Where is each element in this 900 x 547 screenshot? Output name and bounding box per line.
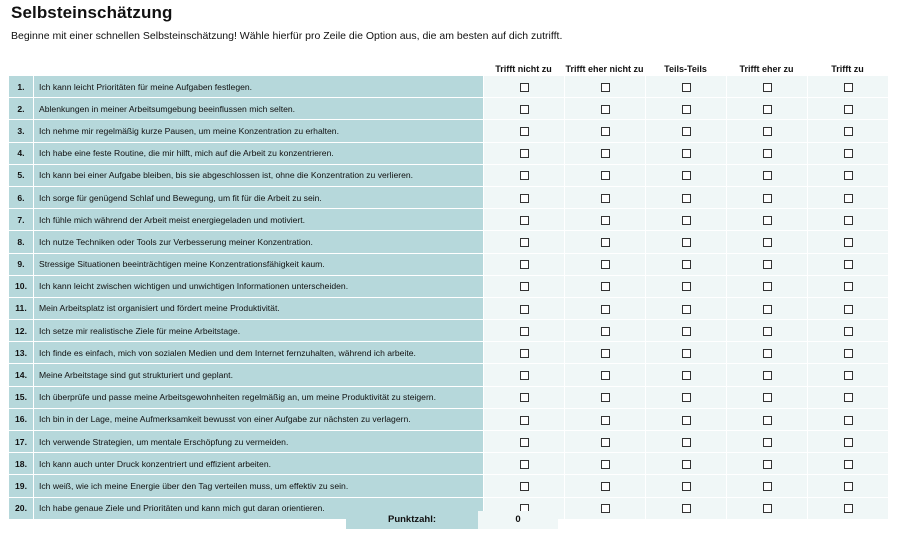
- option-cell: [483, 254, 564, 276]
- option-cell: [483, 298, 564, 320]
- option-cell: [807, 453, 888, 475]
- statement-text: Ich verwende Strategien, um mentale Erschöpfung zu vermeiden.: [33, 431, 483, 453]
- option-cell: [483, 431, 564, 453]
- option-cell: [726, 231, 807, 253]
- option-cell: [645, 387, 726, 409]
- statement-row: [9, 431, 888, 453]
- option-cell: [807, 409, 888, 431]
- page-title: Selbsteinschätzung: [11, 3, 173, 22]
- option-cell: [564, 475, 645, 497]
- option-cell: [564, 98, 645, 120]
- checkbox-option-5[interactable]: [844, 371, 853, 380]
- statement-number: 14.: [9, 364, 33, 386]
- checkbox-option-2[interactable]: [601, 416, 610, 425]
- statement-row: [9, 120, 888, 142]
- statement-text: Ablenkungen in meiner Arbeitsumgebung beeinflussen mich selten.: [33, 98, 483, 120]
- statement-number: 20.: [9, 498, 33, 520]
- option-cell: [564, 387, 645, 409]
- statement-rows: [9, 76, 888, 520]
- checkbox-option-3[interactable]: [682, 127, 691, 136]
- option-cell: [564, 143, 645, 165]
- option-cell: [726, 120, 807, 142]
- option-cell: [483, 76, 564, 98]
- option-cell: [807, 165, 888, 187]
- statement-number: 7.: [9, 209, 33, 231]
- checkbox-option-4[interactable]: [763, 438, 772, 447]
- statement-text: Ich kann bei einer Aufgabe bleiben, bis sie abgeschlossen ist, ohne die Konzentration zu verlieren.: [33, 165, 483, 187]
- option-cell: [564, 254, 645, 276]
- statement-text: Ich bin in der Lage, meine Aufmerksamkeit bewusst von einer Aufgabe zur nächsten zu verlagern.: [33, 409, 483, 431]
- statement-text: Mein Arbeitsplatz ist organisiert und fördert meine Produktivität.: [33, 298, 483, 320]
- header-option-3: Teils-Teils: [664, 63, 707, 74]
- option-cell: [726, 364, 807, 386]
- checkbox-option-3[interactable]: [682, 416, 691, 425]
- option-cell: [726, 387, 807, 409]
- checkbox-option-2[interactable]: [601, 216, 610, 225]
- checkbox-option-4[interactable]: [763, 127, 772, 136]
- option-cell: [564, 165, 645, 187]
- statement-row: [9, 453, 888, 475]
- option-cell: [726, 165, 807, 187]
- statement-text: Ich finde es einfach, mich von sozialen Medien und dem Internet fernzuhalten, während ich arbeite.: [33, 342, 483, 364]
- option-cell: [726, 431, 807, 453]
- option-cell: [483, 209, 564, 231]
- checkbox-option-2[interactable]: [601, 149, 610, 158]
- checkbox-option-3[interactable]: [682, 216, 691, 225]
- option-cell: [726, 453, 807, 475]
- option-cell: [726, 187, 807, 209]
- option-cell: [726, 209, 807, 231]
- option-cell: [483, 276, 564, 298]
- option-cell: [807, 475, 888, 497]
- option-cell: [807, 387, 888, 409]
- checkbox-option-5[interactable]: [844, 127, 853, 136]
- statement-text: Ich weiß, wie ich meine Energie über den Tag verteilen muss, um effektiv zu sein.: [33, 475, 483, 497]
- option-cell: [645, 431, 726, 453]
- checkbox-option-5[interactable]: [844, 282, 853, 291]
- checkbox-option-3[interactable]: [682, 504, 691, 513]
- checkbox-option-5[interactable]: [844, 216, 853, 225]
- checkbox-option-2[interactable]: [601, 393, 610, 402]
- option-cell: [564, 120, 645, 142]
- option-cell: [726, 98, 807, 120]
- checkbox-option-4[interactable]: [763, 238, 772, 247]
- option-cell: [645, 453, 726, 475]
- statement-text: Ich sorge für genügend Schlaf und Bewegung, um fit für die Arbeit zu sein.: [33, 187, 483, 209]
- option-cell: [564, 364, 645, 386]
- option-cell: [564, 342, 645, 364]
- option-cell: [807, 498, 888, 520]
- option-cell: [645, 298, 726, 320]
- statement-number: 17.: [9, 431, 33, 453]
- option-cell: [807, 320, 888, 342]
- option-cell: [564, 276, 645, 298]
- statement-row: [9, 165, 888, 187]
- option-cell: [483, 364, 564, 386]
- checkbox-option-1[interactable]: [520, 305, 529, 314]
- checkbox-option-4[interactable]: [763, 460, 772, 469]
- statement-number: 3.: [9, 120, 33, 142]
- option-cell: [645, 165, 726, 187]
- option-cell: [726, 320, 807, 342]
- statement-number: 9.: [9, 254, 33, 276]
- header-option-5: Trifft zu: [831, 63, 864, 74]
- option-cell: [564, 320, 645, 342]
- statement-number: 11.: [9, 298, 33, 320]
- checkbox-option-4[interactable]: [763, 349, 772, 358]
- checkbox-option-2[interactable]: [601, 194, 610, 203]
- checkbox-option-3[interactable]: [682, 305, 691, 314]
- statement-row: [9, 209, 888, 231]
- option-cell: [807, 298, 888, 320]
- option-cell: [807, 98, 888, 120]
- statement-number: 5.: [9, 165, 33, 187]
- checkbox-option-5[interactable]: [844, 194, 853, 203]
- checkbox-option-5[interactable]: [844, 238, 853, 247]
- checkbox-option-1[interactable]: [520, 83, 529, 92]
- checkbox-option-1[interactable]: [520, 349, 529, 358]
- option-cell: [726, 475, 807, 497]
- statement-number: 18.: [9, 453, 33, 475]
- checkbox-option-5[interactable]: [844, 305, 853, 314]
- header-option-2: Trifft eher nicht zu: [565, 63, 644, 74]
- option-cell: [807, 187, 888, 209]
- statement-text: Ich fühle mich während der Arbeit meist energiegeladen und motiviert.: [33, 209, 483, 231]
- checkbox-option-2[interactable]: [601, 327, 610, 336]
- checkbox-option-5[interactable]: [844, 416, 853, 425]
- option-cell: [726, 143, 807, 165]
- checkbox-option-1[interactable]: [520, 438, 529, 447]
- checkbox-option-2[interactable]: [601, 482, 610, 491]
- checkbox-option-3[interactable]: [682, 194, 691, 203]
- checkbox-option-4[interactable]: [763, 260, 772, 269]
- option-cell: [807, 209, 888, 231]
- checkbox-option-3[interactable]: [682, 371, 691, 380]
- checkbox-option-1[interactable]: [520, 482, 529, 491]
- statement-number: 1.: [9, 76, 33, 98]
- option-cell: [564, 231, 645, 253]
- checkbox-option-1[interactable]: [520, 149, 529, 158]
- checkbox-option-2[interactable]: [601, 127, 610, 136]
- checkbox-option-3[interactable]: [682, 105, 691, 114]
- statement-row: [9, 187, 888, 209]
- option-cell: [807, 76, 888, 98]
- statement-row: [9, 364, 888, 386]
- option-cell: [807, 276, 888, 298]
- checkbox-option-4[interactable]: [763, 282, 772, 291]
- checkbox-option-1[interactable]: [520, 282, 529, 291]
- option-cell: [483, 231, 564, 253]
- checkbox-option-5[interactable]: [844, 438, 853, 447]
- checkbox-option-1[interactable]: [520, 127, 529, 136]
- checkbox-option-4[interactable]: [763, 393, 772, 402]
- statement-row: [9, 143, 888, 165]
- statement-number: 12.: [9, 320, 33, 342]
- option-cell: [807, 364, 888, 386]
- option-cell: [483, 409, 564, 431]
- statement-row: [9, 387, 888, 409]
- option-cell: [645, 231, 726, 253]
- checkbox-option-5[interactable]: [844, 83, 853, 92]
- checkbox-option-4[interactable]: [763, 216, 772, 225]
- checkbox-option-5[interactable]: [844, 149, 853, 158]
- option-cell: [645, 342, 726, 364]
- checkbox-option-3[interactable]: [682, 349, 691, 358]
- header-spacer-statement: [33, 61, 483, 76]
- option-cell: [807, 120, 888, 142]
- checkbox-option-3[interactable]: [682, 260, 691, 269]
- checkbox-option-1[interactable]: [520, 460, 529, 469]
- checkbox-option-1[interactable]: [520, 105, 529, 114]
- checkbox-option-2[interactable]: [601, 83, 610, 92]
- checkbox-option-1[interactable]: [520, 327, 529, 336]
- checkbox-option-2[interactable]: [601, 171, 610, 180]
- statement-number: 16.: [9, 409, 33, 431]
- statement-number: 4.: [9, 143, 33, 165]
- checkbox-option-1[interactable]: [520, 393, 529, 402]
- checkbox-option-5[interactable]: [844, 393, 853, 402]
- option-cell: [483, 120, 564, 142]
- score-label: Punktzahl:: [346, 511, 478, 529]
- option-cell: [483, 387, 564, 409]
- option-cell: [645, 187, 726, 209]
- option-cell: [726, 298, 807, 320]
- option-cell: [564, 187, 645, 209]
- option-cell: [807, 431, 888, 453]
- checkbox-option-3[interactable]: [682, 393, 691, 402]
- option-cell: [726, 76, 807, 98]
- checkbox-option-3[interactable]: [682, 438, 691, 447]
- checkbox-option-4[interactable]: [763, 149, 772, 158]
- header-option-4: Trifft eher zu: [739, 63, 794, 74]
- option-cell: [807, 231, 888, 253]
- option-cell: [726, 254, 807, 276]
- option-cell: [645, 276, 726, 298]
- checkbox-option-3[interactable]: [682, 83, 691, 92]
- checkbox-option-2[interactable]: [601, 460, 610, 469]
- checkbox-option-3[interactable]: [682, 171, 691, 180]
- statement-text: Stressige Situationen beeinträchtigen meine Konzentrationsfähigkeit kaum.: [33, 254, 483, 276]
- statement-text: Meine Arbeitstage sind gut strukturiert und geplant.: [33, 364, 483, 386]
- checkbox-option-3[interactable]: [682, 149, 691, 158]
- checkbox-option-2[interactable]: [601, 238, 610, 247]
- checkbox-option-4[interactable]: [763, 371, 772, 380]
- checkbox-option-1[interactable]: [520, 194, 529, 203]
- option-cell: [564, 76, 645, 98]
- statement-row: [9, 342, 888, 364]
- statement-text: Ich nehme mir regelmäßig kurze Pausen, um meine Konzentration zu erhalten.: [33, 120, 483, 142]
- checkbox-option-3[interactable]: [682, 282, 691, 291]
- checkbox-option-4[interactable]: [763, 105, 772, 114]
- statement-text: Ich setze mir realistische Ziele für meine Arbeitstage.: [33, 320, 483, 342]
- statement-text: Ich kann auch unter Druck konzentriert und effizient arbeiten.: [33, 453, 483, 475]
- option-cell: [726, 409, 807, 431]
- checkbox-option-5[interactable]: [844, 260, 853, 269]
- header-spacer-num: [9, 61, 33, 76]
- statement-number: 8.: [9, 231, 33, 253]
- checkbox-option-3[interactable]: [682, 482, 691, 491]
- option-cell: [645, 98, 726, 120]
- statement-row: [9, 475, 888, 497]
- checkbox-option-1[interactable]: [520, 371, 529, 380]
- checkbox-option-2[interactable]: [601, 504, 610, 513]
- option-cell: [483, 342, 564, 364]
- statement-text: Ich kann leicht zwischen wichtigen und unwichtigen Informationen unterscheiden.: [33, 276, 483, 298]
- option-cell: [645, 320, 726, 342]
- header-option-1: Trifft nicht zu: [495, 63, 552, 74]
- option-cell: [807, 143, 888, 165]
- checkbox-option-2[interactable]: [601, 371, 610, 380]
- checkbox-option-2[interactable]: [601, 260, 610, 269]
- option-cell: [483, 143, 564, 165]
- statement-row: [9, 98, 888, 120]
- statement-number: 13.: [9, 342, 33, 364]
- checkbox-option-4[interactable]: [763, 83, 772, 92]
- checkbox-option-5[interactable]: [844, 482, 853, 491]
- self-assessment-table: [9, 61, 888, 520]
- option-cell: [483, 453, 564, 475]
- option-cell: [807, 342, 888, 364]
- checkbox-option-1[interactable]: [520, 416, 529, 425]
- statement-text: Ich kann leicht Prioritäten für meine Aufgaben festlegen.: [33, 76, 483, 98]
- statement-row: [9, 76, 888, 98]
- statement-text: Ich nutze Techniken oder Tools zur Verbesserung meiner Konzentration.: [33, 231, 483, 253]
- option-cell: [645, 254, 726, 276]
- statement-number: 10.: [9, 276, 33, 298]
- checkbox-option-1[interactable]: [520, 216, 529, 225]
- option-cell: [726, 342, 807, 364]
- checkbox-option-2[interactable]: [601, 105, 610, 114]
- checkbox-option-2[interactable]: [601, 438, 610, 447]
- statement-text: Ich habe genaue Ziele und Prioritäten und kann mich gut daran orientieren.: [33, 498, 483, 520]
- statement-text: Ich überprüfe und passe meine Arbeitsgewohnheiten regelmäßig an, um meine Produktivität zu steigern.: [33, 387, 483, 409]
- header-row: [9, 61, 888, 76]
- statement-row: [9, 231, 888, 253]
- option-cell: [564, 453, 645, 475]
- checkbox-option-4[interactable]: [763, 482, 772, 491]
- checkbox-option-3[interactable]: [682, 460, 691, 469]
- option-cell: [483, 98, 564, 120]
- checkbox-option-2[interactable]: [601, 282, 610, 291]
- statement-number: 19.: [9, 475, 33, 497]
- option-cell: [807, 254, 888, 276]
- checkbox-option-1[interactable]: [520, 238, 529, 247]
- option-cell: [645, 409, 726, 431]
- checkbox-option-1[interactable]: [520, 260, 529, 269]
- option-cell: [483, 320, 564, 342]
- checkbox-option-4[interactable]: [763, 327, 772, 336]
- checkbox-option-5[interactable]: [844, 460, 853, 469]
- option-cell: [645, 364, 726, 386]
- option-cell: [483, 165, 564, 187]
- option-cell: [564, 298, 645, 320]
- option-cell: [564, 498, 645, 520]
- checkbox-option-4[interactable]: [763, 504, 772, 513]
- statement-row: [9, 320, 888, 342]
- option-cell: [645, 120, 726, 142]
- statement-number: 15.: [9, 387, 33, 409]
- option-cell: [645, 209, 726, 231]
- checkbox-option-4[interactable]: [763, 305, 772, 314]
- statement-number: 2.: [9, 98, 33, 120]
- statement-row: [9, 409, 888, 431]
- checkbox-option-5[interactable]: [844, 171, 853, 180]
- checkbox-option-5[interactable]: [844, 327, 853, 336]
- statement-row: [9, 276, 888, 298]
- score-box: [346, 511, 558, 529]
- score-value: 0: [478, 511, 558, 529]
- statement-text: Ich habe eine feste Routine, die mir hilft, mich auf die Arbeit zu konzentrieren.: [33, 143, 483, 165]
- checkbox-option-2[interactable]: [601, 305, 610, 314]
- checkbox-option-4[interactable]: [763, 194, 772, 203]
- intro-text: Beginne mit einer schnellen Selbsteinschätzung! Wähle hierfür pro Zeile die Option aus, die am besten auf dich zutrifft.: [11, 30, 563, 42]
- checkbox-option-3[interactable]: [682, 238, 691, 247]
- option-cell: [726, 276, 807, 298]
- option-cell: [483, 475, 564, 497]
- checkbox-option-5[interactable]: [844, 504, 853, 513]
- checkbox-option-5[interactable]: [844, 349, 853, 358]
- statement-row: [9, 298, 888, 320]
- option-cell: [645, 76, 726, 98]
- checkbox-option-1[interactable]: [520, 171, 529, 180]
- checkbox-option-2[interactable]: [601, 349, 610, 358]
- option-cell: [726, 498, 807, 520]
- option-cell: [645, 143, 726, 165]
- statement-row: [9, 254, 888, 276]
- statement-number: 6.: [9, 187, 33, 209]
- option-cell: [564, 409, 645, 431]
- checkbox-option-4[interactable]: [763, 416, 772, 425]
- option-cell: [645, 475, 726, 497]
- checkbox-option-5[interactable]: [844, 105, 853, 114]
- option-cell: [483, 187, 564, 209]
- option-cell: [564, 209, 645, 231]
- option-cell: [564, 431, 645, 453]
- option-cell: [645, 498, 726, 520]
- checkbox-option-4[interactable]: [763, 171, 772, 180]
- checkbox-option-3[interactable]: [682, 327, 691, 336]
